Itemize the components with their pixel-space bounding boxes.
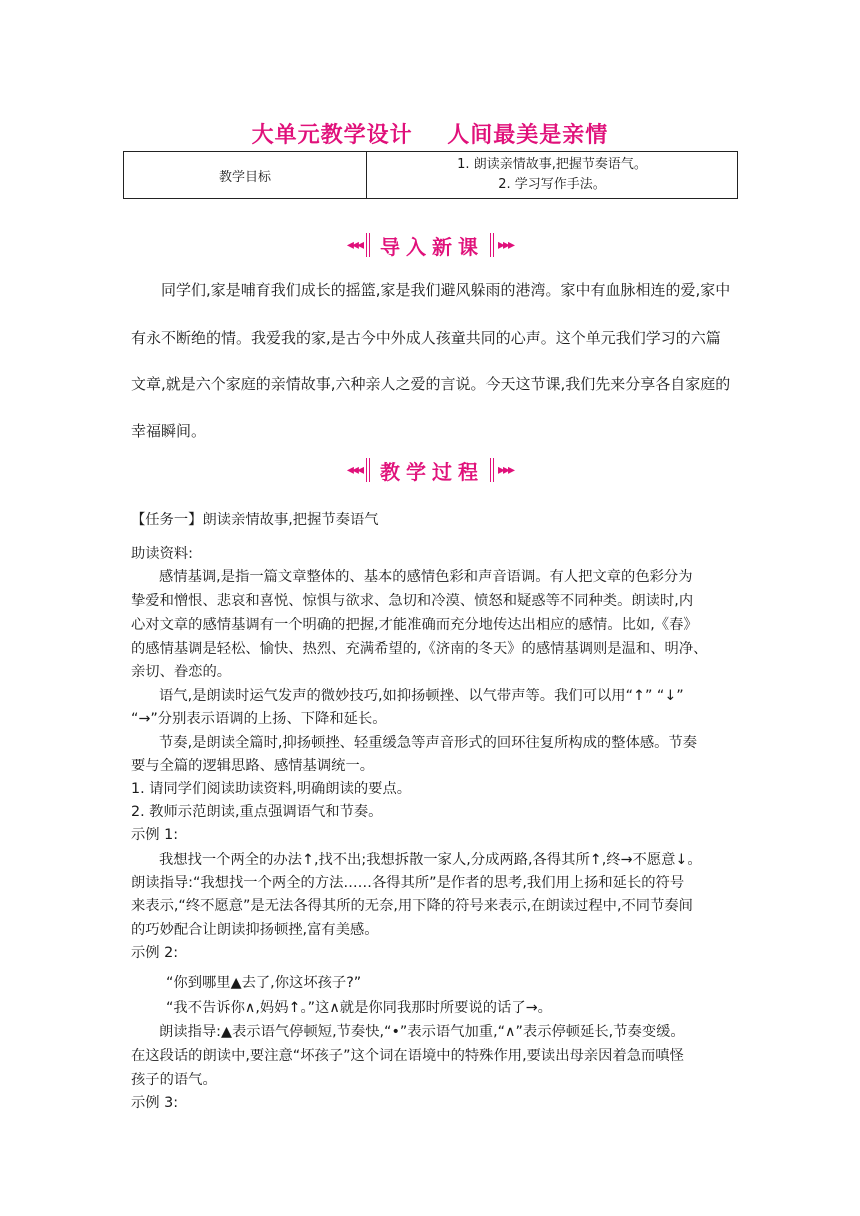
body-line: “我不告诉你∧,妈妈↑。”这∧就是你同我那时所要说的话了→。 bbox=[166, 1000, 552, 1016]
right-arrows-icon: ▸▸▸ bbox=[498, 462, 514, 478]
banner-bar-icon bbox=[366, 458, 370, 482]
right-arrows-icon: ▸▸▸ bbox=[498, 237, 514, 253]
body-line: 的巧妙配合让朗读抑扬顿挫,富有美感。 bbox=[131, 922, 379, 938]
goal-label-cell: 教学目标 bbox=[124, 152, 367, 199]
goal-item: 1. 朗读亲情故事,把握节奏语气。 bbox=[457, 157, 647, 172]
body-line: 挚爱和憎恨、悲哀和喜悦、惊惧与欲求、急切和冷漠、愤怒和疑惑等不同种类。朗读时,内 bbox=[131, 593, 694, 609]
left-arrows-icon: ◂◂◂ bbox=[346, 237, 362, 253]
goal-items-cell bbox=[367, 152, 738, 199]
intro-line: 有永不断绝的情。我爱我的家,是古今中外成人孩童共同的心声。这个单元我们学习的六篇 bbox=[131, 329, 721, 347]
banner-bar-icon bbox=[490, 233, 494, 257]
body-line: 1. 请同学们阅读助读资料,明确朗读的要点。 bbox=[131, 781, 412, 797]
goal-item: 2. 学习写作手法。 bbox=[498, 177, 606, 192]
body-line: “你到哪里▲去了,你这坏孩子?” bbox=[166, 975, 362, 991]
section-banner-process bbox=[0, 455, 860, 485]
body-line: 示例 2: bbox=[131, 945, 179, 961]
body-line: 2. 教师示范朗读,重点强调语气和节奏。 bbox=[131, 804, 383, 820]
section-banner-intro bbox=[0, 230, 860, 260]
banner-bar-icon bbox=[366, 233, 370, 257]
body-line: 的感情基调是轻松、愉快、热烈、充满希望的,《济南的冬天》的感情基调则是温和、明净、 bbox=[131, 641, 708, 657]
body-line: 要与全篇的逻辑思路、感情基调统一。 bbox=[131, 758, 375, 774]
task-heading: 【任务一】朗读亲情故事,把握节奏语气 bbox=[131, 512, 379, 528]
banner-bar-icon bbox=[490, 458, 494, 482]
body-line: 我想找一个两全的办法↑,找不出;我想拆散一家人,分成两路,各得其所↑,终→不愿意↓。 bbox=[159, 852, 702, 868]
body-line: 助读资料: bbox=[131, 546, 194, 562]
body-line: 朗读指导:▲表示语气停顿短,节奏快,“•”表示语气加重,“∧”表示停顿延长,节奏变缓。 bbox=[159, 1024, 685, 1040]
page-title: 大单元教学设计 人间最美是亲情 bbox=[251, 123, 609, 148]
body-line: 在这段话的朗读中,要注意“坏孩子”这个词在语境中的特殊作用,要读出母亲因着急而嗔怪 bbox=[131, 1048, 684, 1064]
body-line: “→”分别表示语调的上扬、下降和延长。 bbox=[131, 711, 387, 727]
body-line: 朗读指导:“我想找一个两全的方法……各得其所”是作者的思考,我们用上扬和延长的符号 bbox=[131, 875, 685, 891]
intro-line: 幸福瞬间。 bbox=[131, 422, 207, 440]
intro-line: 文章,就是六个家庭的亲情故事,六种亲人之爱的言说。今天这节课,我们先来分享各自家庭的 bbox=[131, 375, 731, 393]
body-line: 感情基调,是指一篇文章整体的、基本的感情色彩和声音语调。有人把文章的色彩分为 bbox=[159, 569, 693, 585]
body-line: 示例 1: bbox=[131, 827, 179, 843]
body-line: 心对文章的感情基调有一个明确的把握,才能准确而充分地传达出相应的感情。比如,《春》 bbox=[131, 617, 698, 633]
intro-line: 同学们,家是哺育我们成长的摇篮,家是我们避风躲雨的港湾。家中有血脉相连的爱,家中 bbox=[161, 281, 731, 299]
body-line: 亲切、眷恋的。 bbox=[131, 664, 232, 680]
body-line: 节奏,是朗读全篇时,抑扬顿挫、轻重缓急等声音形式的回环往复所构成的整体感。节奏 bbox=[159, 735, 698, 751]
left-arrows-icon: ◂◂◂ bbox=[346, 462, 362, 478]
banner-title: 教学过程 bbox=[380, 459, 484, 484]
body-line: 孩子的语气。 bbox=[131, 1072, 217, 1088]
body-line: 语气,是朗读时运气发声的微妙技巧,如抑扬顿挫、以气带声等。我们可以用“↑” “↓” bbox=[159, 688, 684, 704]
body-line: 来表示,“终不愿意”是无法各得其所的无奈,用下降的符号来表示,在朗读过程中,不同节奏间 bbox=[131, 898, 693, 914]
body-line: 示例 3: bbox=[131, 1095, 179, 1111]
teaching-goal-table bbox=[123, 151, 738, 199]
banner-title: 导入新课 bbox=[380, 234, 484, 259]
